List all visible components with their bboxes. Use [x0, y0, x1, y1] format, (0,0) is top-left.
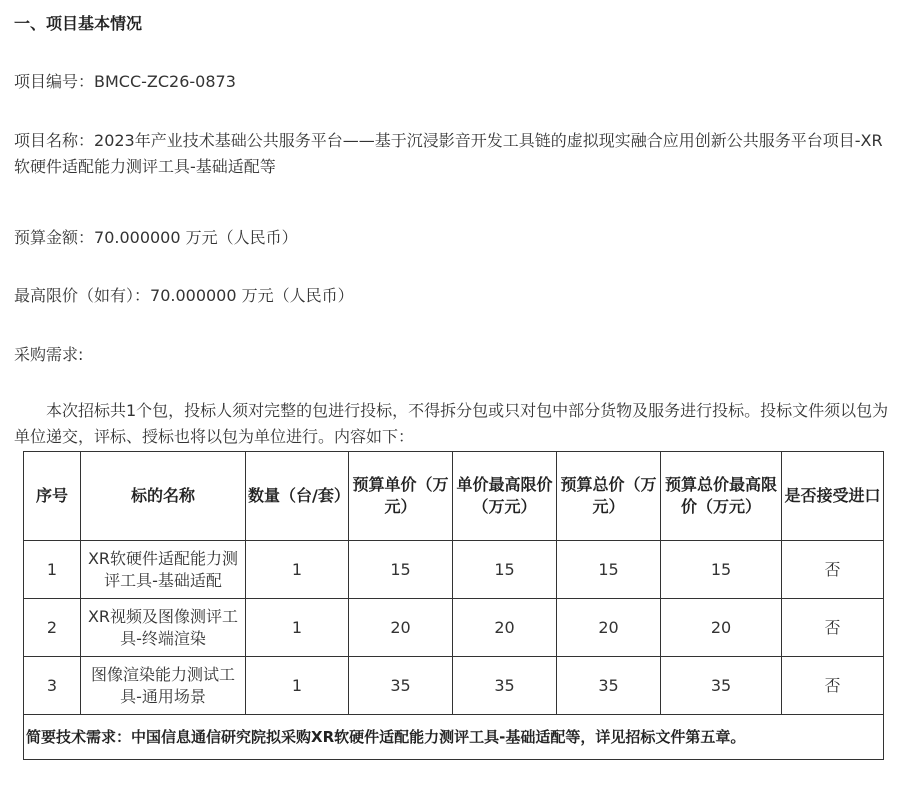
- budget-label: 预算金额：: [14, 228, 95, 247]
- project-name-label: 项目名称：: [14, 131, 95, 150]
- header-total-max: 预算总价最高限价（万元）: [661, 452, 782, 541]
- header-total: 预算总价（万元）: [557, 452, 661, 541]
- header-unit-price: 预算单价（万元）: [349, 452, 453, 541]
- header-qty: 数量（台/套）: [246, 452, 349, 541]
- header-no: 序号: [24, 452, 81, 541]
- row-qty: 1: [246, 657, 349, 715]
- row-name: XR视频及图像测评工具-终端渲染: [81, 599, 246, 657]
- project-code-value: BMCC-ZC26-0873: [94, 72, 236, 91]
- row-unit-price: 35: [349, 657, 453, 715]
- row-unit-max: 15: [453, 541, 557, 599]
- technical-summary: 简要技术需求：中国信息通信研究院拟采购XR软硬件适配能力测评工具-基础适配等，详见招标文件第五章。: [24, 715, 884, 760]
- row-total: 15: [557, 541, 661, 599]
- row-qty: 1: [246, 541, 349, 599]
- project-name-line: [14, 128, 892, 180]
- project-code-line: [14, 70, 236, 94]
- row-total-max: 15: [661, 541, 782, 599]
- row-unit-max: 20: [453, 599, 557, 657]
- row-no: 2: [24, 599, 81, 657]
- max-price-value: 70.000000 万元（人民币）: [150, 286, 354, 305]
- table-header-row: [24, 452, 884, 541]
- project-code-label: 项目编号：: [14, 72, 95, 91]
- table-row: [24, 541, 884, 599]
- row-import: 否: [782, 657, 884, 715]
- table-row: [24, 599, 884, 657]
- row-total: 20: [557, 599, 661, 657]
- row-no: 1: [24, 541, 81, 599]
- row-total: 35: [557, 657, 661, 715]
- requirements-intro: 本次招标共1个包，投标人须对完整的包进行投标，不得拆分包或只对包中部分货物及服务进行投标。投标文件须以包为单位递交，评标、授标也将以包为单位进行。内容如下：: [14, 401, 889, 446]
- row-unit-price: 15: [349, 541, 453, 599]
- header-import: 是否接受进口: [782, 452, 884, 541]
- table-summary-row: [24, 715, 884, 760]
- procurement-table: [23, 451, 884, 760]
- row-unit-price: 20: [349, 599, 453, 657]
- row-name: 图像渲染能力测试工具-通用场景: [81, 657, 246, 715]
- row-name: XR软硬件适配能力测评工具-基础适配: [81, 541, 246, 599]
- header-unit-max: 单价最高限价（万元）: [453, 452, 557, 541]
- section-title: 一、项目基本情况: [14, 14, 143, 33]
- row-total-max: 35: [661, 657, 782, 715]
- header-name: 标的名称: [81, 452, 246, 541]
- project-name-value: 2023年产业技术基础公共服务平台——基于沉浸影音开发工具链的虚拟现实融合应用创新公共服务平台项目-XR软硬件适配能力测评工具-基础适配等: [14, 131, 883, 176]
- row-no: 3: [24, 657, 81, 715]
- row-import: 否: [782, 541, 884, 599]
- requirements-label: 采购需求:: [14, 345, 84, 364]
- row-import: 否: [782, 599, 884, 657]
- budget-line: [14, 226, 298, 250]
- row-total-max: 20: [661, 599, 782, 657]
- row-unit-max: 35: [453, 657, 557, 715]
- table-row: [24, 657, 884, 715]
- max-price-label: 最高限价（如有）：: [14, 286, 151, 305]
- budget-value: 70.000000 万元（人民币）: [94, 228, 298, 247]
- row-qty: 1: [246, 599, 349, 657]
- max-price-line: [14, 284, 354, 308]
